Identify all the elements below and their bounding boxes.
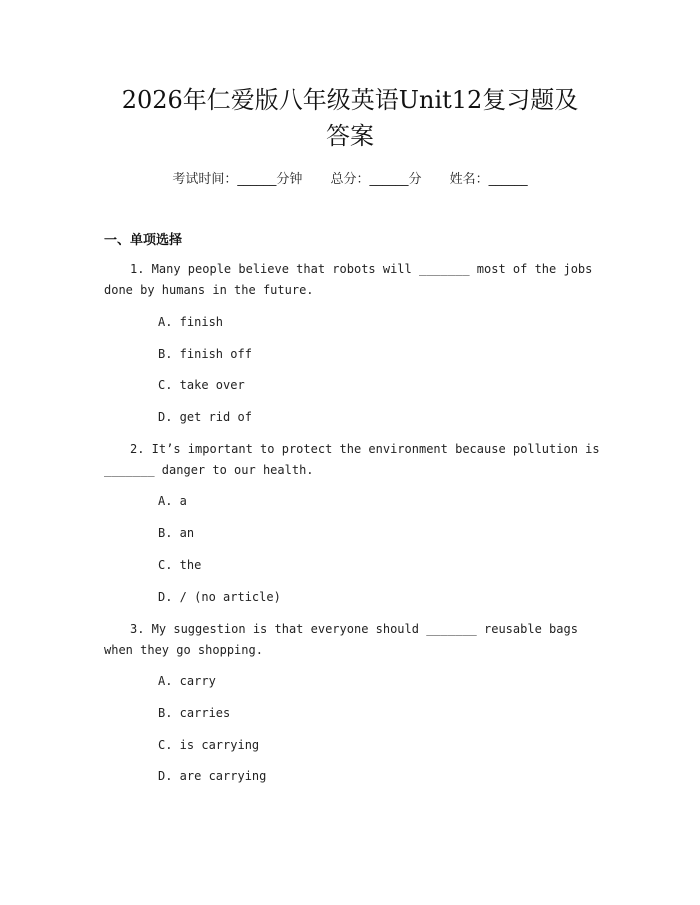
question-2-option-b: B. an xyxy=(158,526,195,540)
section-heading: 一、单项选择 xyxy=(104,233,183,248)
title-line-1: 2026年仁爱版八年级英语Unit12复习题及 xyxy=(121,86,579,114)
question-2-option-c: C. the xyxy=(158,558,202,572)
question-1-option-d: D. get rid of xyxy=(158,410,252,424)
question-2-option-a: A. a xyxy=(158,494,187,508)
exam-meta xyxy=(0,168,700,187)
question-3-option-b: B. carries xyxy=(158,706,231,720)
question-2-stem: 2. It’s important to protect the environment because pollution is _______ danger to our health. xyxy=(104,442,600,477)
student-name: 姓名：______ xyxy=(449,172,528,187)
title-line-2: 答案 xyxy=(326,122,374,150)
question-3-option-a: A. carry xyxy=(158,674,216,688)
question-1-option-b: B. finish off xyxy=(158,347,252,361)
exam-total-score: 总分：______分 xyxy=(330,172,422,187)
question-3-option-c: C. is carrying xyxy=(158,738,260,752)
document-title xyxy=(80,82,620,154)
question-1-option-a: A. finish xyxy=(158,315,224,329)
exam-time: 考试时间：______分钟 xyxy=(172,172,303,187)
question-1-stem: 1. Many people believe that robots will _______ most of the jobs done by humans in the future. xyxy=(104,262,593,297)
question-3-option-d: D. are carrying xyxy=(158,769,267,783)
question-2-option-d: D. / (no article) xyxy=(158,590,281,604)
question-3-stem: 3. My suggestion is that everyone should _______ reusable bags when they go shopping. xyxy=(104,622,578,657)
question-1-option-c: C. take over xyxy=(158,378,245,392)
